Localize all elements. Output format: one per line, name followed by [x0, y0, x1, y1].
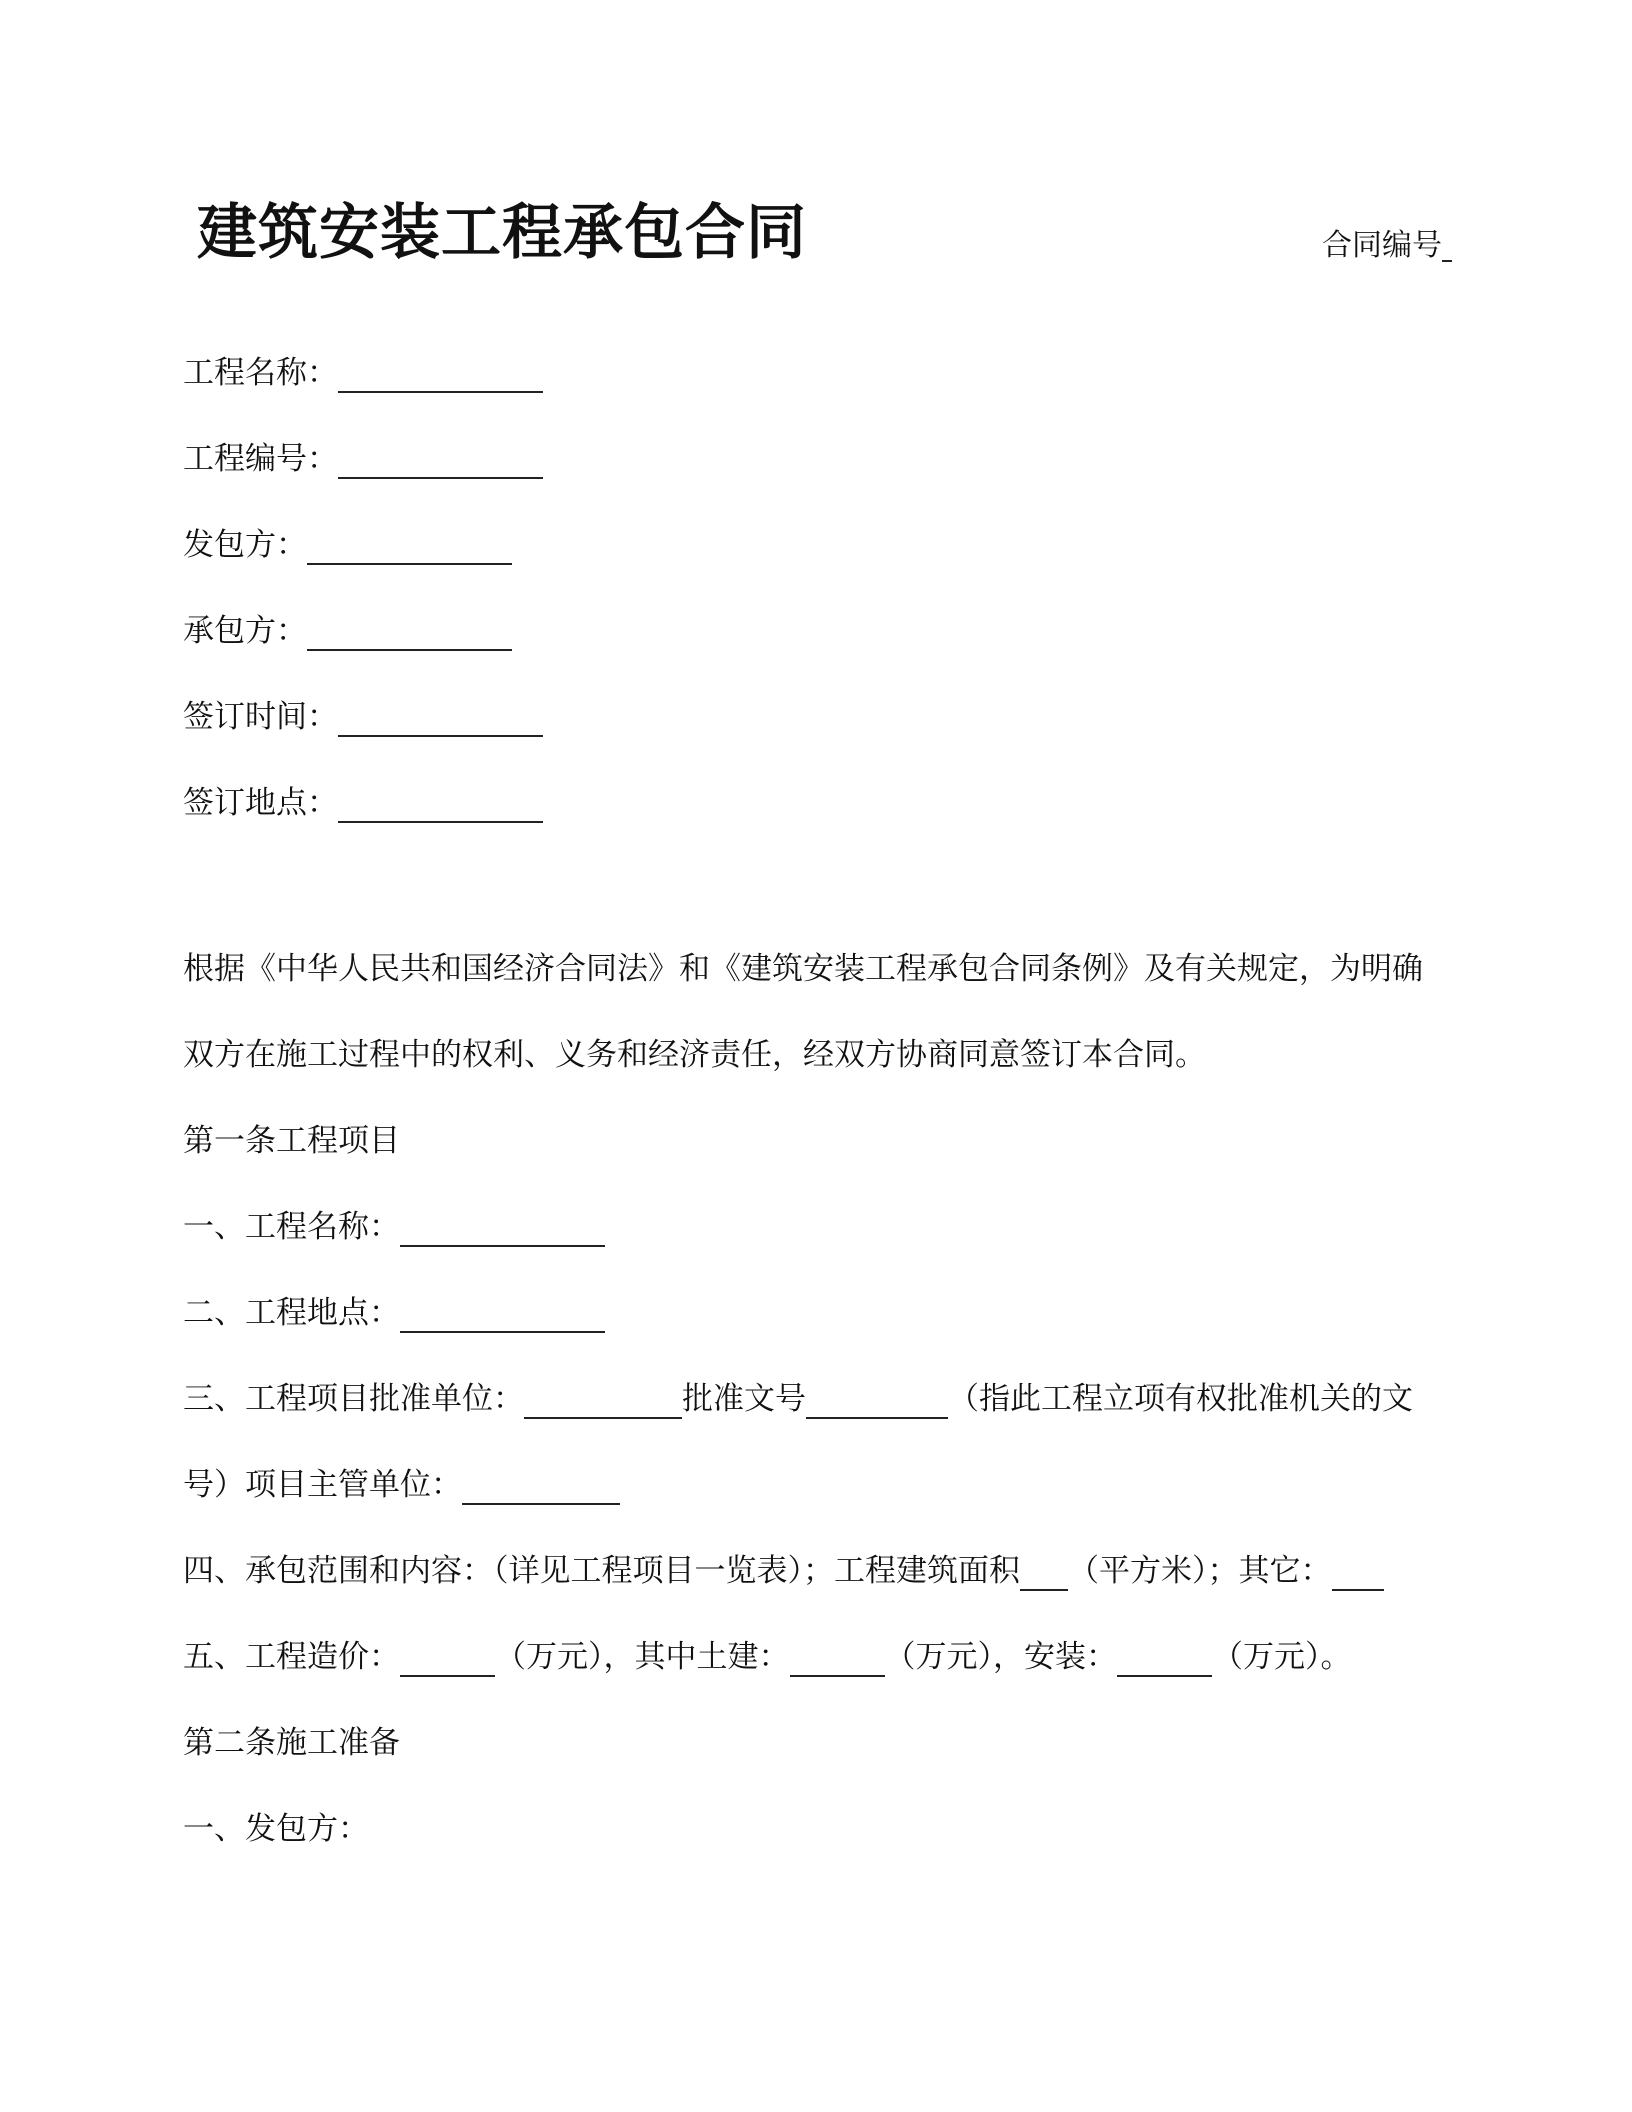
item-label: （万元），其中土建： [495, 1639, 790, 1675]
field-blank[interactable] [338, 735, 543, 737]
field-project-number [183, 437, 543, 481]
item-label: 一、工程名称： [183, 1209, 400, 1245]
article-1-heading: 第一条工程项目 [183, 1123, 400, 1159]
field-label: 工程名称： [183, 355, 338, 391]
article-1-item-5 [183, 1635, 1352, 1679]
item-label: 二、工程地点： [183, 1295, 400, 1331]
field-blank[interactable] [338, 391, 543, 393]
contract-title: 建筑安装工程承包合同 [197, 198, 807, 268]
intro-line-2: 双方在施工过程中的权利、义务和经济责任，经双方协商同意签订本合同。 [183, 1037, 1206, 1073]
article-1-item-4 [183, 1549, 1384, 1593]
article-1-item-1 [183, 1205, 605, 1249]
item-label: （指此工程立项有权批准机关的文 [948, 1381, 1413, 1417]
item-label: 三、工程项目批准单位： [183, 1381, 524, 1417]
item-label: （平方米）；其它： [1068, 1553, 1332, 1589]
item-blank[interactable] [462, 1503, 620, 1505]
item-blank[interactable] [1020, 1589, 1068, 1591]
field-label: 发包方： [183, 527, 307, 563]
field-label: 承包方： [183, 613, 307, 649]
article-1-item-3 [183, 1377, 1413, 1421]
item-blank[interactable] [400, 1245, 605, 1247]
field-signing-date [183, 695, 543, 739]
intro-line-1: 根据《中华人民共和国经济合同法》和《建筑安装工程承包合同条例》及有关规定，为明确 [183, 951, 1423, 987]
item-blank[interactable] [1332, 1589, 1384, 1591]
item-blank[interactable] [400, 1675, 495, 1677]
field-signing-place [183, 781, 543, 825]
article-2-heading: 第二条施工准备 [183, 1725, 400, 1761]
contract-number-label: 合同编号 [1322, 228, 1442, 263]
field-employer [183, 523, 512, 567]
item-label: 号）项目主管单位： [183, 1467, 462, 1503]
article-1-item-3-cont [183, 1463, 620, 1507]
field-blank[interactable] [338, 821, 543, 823]
field-contractor [183, 609, 512, 653]
item-label: 五、工程造价： [183, 1639, 400, 1675]
article-2-item-1: 一、发包方： [183, 1811, 369, 1847]
item-blank[interactable] [1117, 1675, 1212, 1677]
field-blank[interactable] [338, 477, 543, 479]
item-label: 四、承包范围和内容：（详见工程项目一览表）；工程建筑面积 [183, 1553, 1020, 1589]
item-blank[interactable] [524, 1417, 682, 1419]
field-label: 签订地点： [183, 785, 338, 821]
field-blank[interactable] [307, 563, 512, 565]
item-blank[interactable] [790, 1675, 885, 1677]
item-label: （万元）。 [1212, 1639, 1352, 1675]
contract-number [1322, 226, 1452, 266]
item-label: 批准文号 [682, 1381, 806, 1417]
item-label: （万元），安装： [884, 1639, 1117, 1675]
item-blank[interactable] [806, 1417, 948, 1419]
item-blank[interactable] [400, 1331, 605, 1333]
field-blank[interactable] [307, 649, 512, 651]
article-1-item-2 [183, 1291, 605, 1335]
field-label: 签订时间： [183, 699, 338, 735]
contract-number-blank[interactable] [1442, 260, 1452, 262]
field-project-name [183, 351, 543, 395]
field-label: 工程编号： [183, 441, 338, 477]
